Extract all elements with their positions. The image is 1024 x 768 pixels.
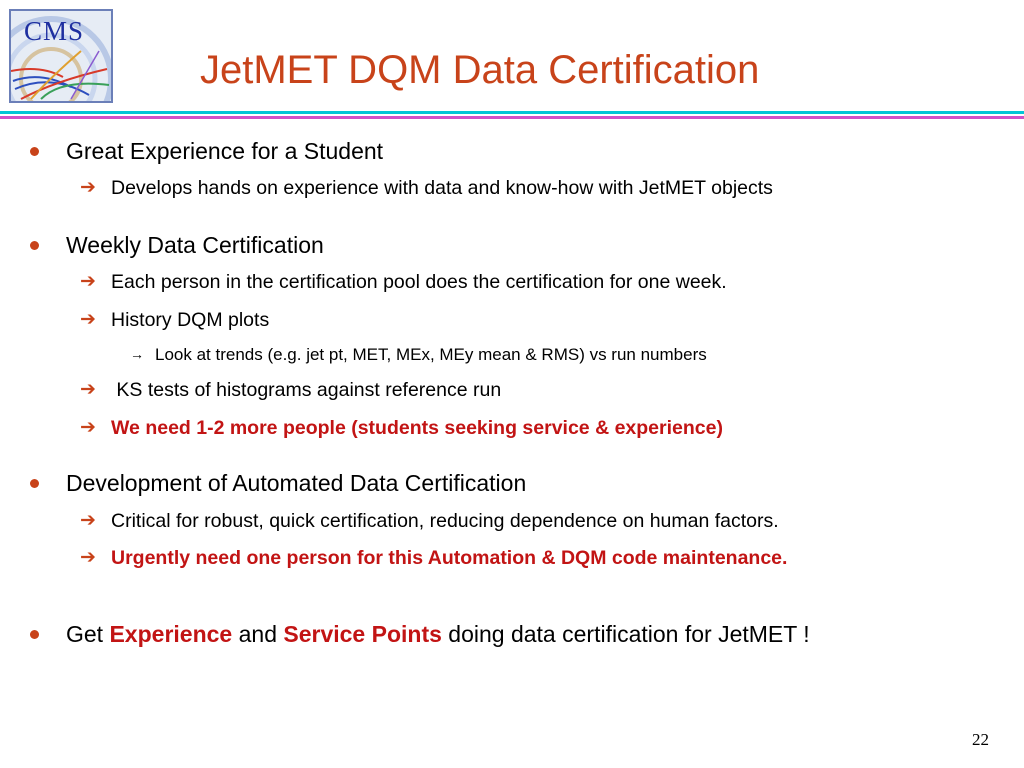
arrow-right-icon: ➔ — [80, 547, 96, 568]
bullet-weekly-certification: Weekly Data Certification — [66, 232, 324, 258]
arrow-right-icon: ➔ — [80, 271, 96, 292]
bullet-automated-certification: Development of Automated Data Certification — [66, 470, 527, 496]
bullet-dot-icon — [30, 241, 39, 250]
sub-bullet-hands-on: Develops hands on experience with data and know-how with JetMET objects — [111, 177, 773, 199]
closing-text: doing data certification for JetMET ! — [441, 621, 810, 647]
arrow-right-icon: ➔ — [80, 417, 96, 438]
get-text: Get — [66, 621, 110, 647]
bullet-get-experience — [66, 621, 810, 648]
sub-sub-bullet-trends: Look at trends (e.g. jet pt, MET, MEx, MEy mean & RMS) vs run numbers — [155, 345, 707, 364]
page-number: 22 — [972, 730, 989, 749]
arrow-right-icon: ➔ — [80, 309, 96, 330]
logo-text: CMS — [24, 16, 85, 46]
bullet-great-experience: Great Experience for a Student — [66, 138, 384, 164]
small-arrow-right-icon: → — [130, 346, 144, 362]
sub-bullet-critical: Critical for robust, quick certification, reducing dependence on human factors. — [111, 510, 779, 532]
sub-bullet-need-people: We need 1-2 more people (students seeking service & experience) — [111, 417, 723, 439]
service-points-emphasis: Service Points — [283, 621, 442, 647]
arrow-right-icon: ➔ — [80, 379, 96, 400]
bullet-dot-icon — [30, 479, 39, 488]
sub-bullet-urgently-need: Urgently need one person for this Automation & DQM code maintenance. — [111, 547, 788, 569]
sub-bullet-history-plots: History DQM plots — [111, 309, 270, 331]
slide-title: JetMET DQM Data Certification — [200, 48, 760, 92]
and-text: and — [232, 621, 284, 647]
sub-bullet-ks-tests: KS tests of histograms against reference run — [111, 379, 502, 401]
arrow-right-icon: ➔ — [80, 177, 96, 198]
bullet-dot-icon — [30, 630, 39, 639]
arrow-right-icon: ➔ — [80, 510, 96, 531]
sub-bullet-each-person: Each person in the certification pool does the certification for one week. — [111, 271, 727, 293]
experience-emphasis: Experience — [109, 621, 233, 647]
bullet-dot-icon — [30, 147, 39, 156]
